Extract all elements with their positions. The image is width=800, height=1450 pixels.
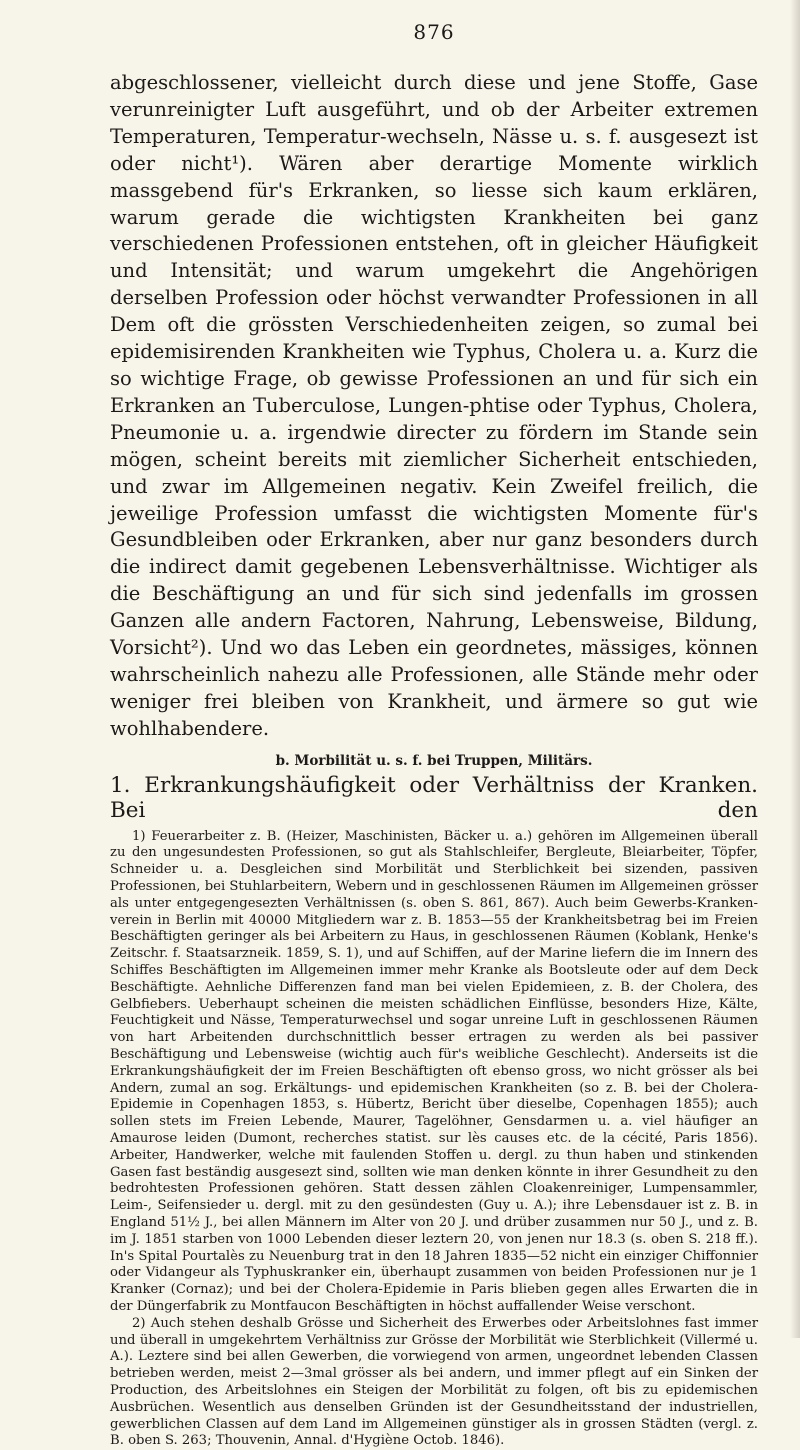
page-edge-shadow <box>790 0 800 1338</box>
footnotes <box>110 829 758 1450</box>
page-number: 876 <box>413 20 455 44</box>
main-paragraph: abgeschlossener, vielleicht durch diese und jene Stoffe, Gase verunreinigter Luft ausgeführt, und ob der Arbeiter extremen Temperaturen, Temperatur-wechseln, Nässe u. s. f. ausgesezt ist oder nicht¹). Wären aber derartige Momente wirklich massgebend für's Erkranken, so liesse sich kaum erklären, warum gerade die wichtigsten Krankheiten bei ganz verschiedenen Professionen entstehen, oft in gleicher Häufigkeit und Intensität; und warum umgekehrt die Angehörigen derselben Profession oder höchst verwandter Professionen in all Dem oft die grössten Verschiedenheiten zeigen, so zumal bei epidemisirenden Krankheiten wie Typhus, Cholera u. a. Kurz die so wichtige Frage, ob gewisse Professionen an und für sich ein Erkranken an Tuberculose, Lungen-phtise oder Typhus, Cholera, Pneumonie u. a. irgendwie directer zu fördern im Stande sein mögen, scheint bereits mit ziemlicher Sicherheit entschieden, und zwar im Allgemeinen negativ. Kein Zweifel freilich, die jeweilige Profession umfasst die wichtigsten Momente für's Gesundbleiben oder Erkranken, aber nur ganz besonders durch die indirect damit gegebenen Lebensverhältnisse. Wichtiger als die Beschäftigung an und für sich sind jedenfalls im grossen Ganzen alle andern Factoren, Nahrung, Lebensweise, Bildung, Vorsicht²). Und wo das Leben ein geordnetes, mässiges, können wahrscheinlich nahezu alle Professionen, alle Stände mehr oder weniger frei bleiben von Krankheit, und ärmere so gut wie wohlhabendere. <box>110 71 758 740</box>
footnote-2: 2) Auch stehen deshalb Grösse und Sicherheit des Erwerbes oder Arbeitslohnes fast immer und überall in umgekehrtem Verhältniss zur Grösse der Morbilität wie Sterblichkeit (Villermé u. A.). Leztere sind bei allen Gewerben, die vorwiegend von armen, ungeordnet lebenden Classen betrieben werden, meist 2—3mal grösser als bei andern, und immer pflegt auf ein Sinken der Production, des Arbeitslohnes ein Steigen der Morbilität zu folgen, oft bis zu epidemischen Ausbrüchen. Wesentlich aus denselben Gründen ist der Gesundheitsstand der industriellen, gewerblichen Classen auf dem Land im Allgemeinen günstiger als in grossen Städten (vergl. z. B. oben S. 263; Thouvenin, Annal. d'Hygiène Octob. 1846). <box>110 1315 758 1449</box>
section-label: b. Morbilität u. s. f. bei Truppen, Militärs. <box>275 752 593 769</box>
footnote-1: 1) Feuerarbeiter z. B. (Heizer, Maschinisten, Bäcker u. a.) gehören im Allgemeinen überall zu den ungesundesten Professionen, so gut als Stahlschleifer, Bergleute, Bleiarbeiter, Töpfer, Schneider u. a. Desgleichen sind Morbilität und Sterblichkeit bei sizenden, passiven Professionen, bei Stuhlarbeitern, Webern und in geschlossenen Räumen im Allgemeinen grösser als unter entgegengesezten Verhältnissen (s. oben S. 861, 867). Auch beim Gewerbs-Kranken-verein in Berlin mit 40000 Mitgliedern war z. B. 1853—55 der Krankheitsbetrag bei im Freien Beschäftigten geringer als bei Arbeitern zu Haus, in geschlossenen Räumen (Koblank, Henke's Zeitschr. f. Staatsarzneik. 1859, S. 1), und auf Schiffen, auf der Marine liefern die im Innern des Schiffes Beschäftigten im Allgemeinen immer mehr Kranke als Bootsleute oder auf dem Deck Beschäftigte. Aehnliche Differenzen fand man bei vielen Epidemieen, z. B. der Cholera, des Gelbfiebers. Ueberhaupt scheinen die meisten schädlichen Einflüsse, besonders Hize, Kälte, Feuchtigkeit und Nässe, Temperaturwechsel und sogar unreine Luft in geschlossenen Räumen von hart Arbeitenden durchschnittlich besser ertragen zu werden als bei passiver Beschäftigung und Lebensweise (wichtig auch für's weibliche Geschlecht). Anderseits ist die Erkrankungshäufigkeit der im Freien Beschäftigten oft ebenso gross, wo nicht grösser als bei Andern, zumal an sog. Erkältungs- und epidemischen Krankheiten (so z. B. bei der Cholera-Epidemie in Copenhagen 1853, s. Hübertz, Bericht über dieselbe, Copenhagen 1855); auch sollen stets im Freien Lebende, Maurer, Tagelöhner, Gensdarmen u. a. viel häufiger an Amaurose leiden (Dumont, recherches statist. sur lès causes etc. de la cécité, Paris 1856). Arbeiter, Handwerker, welche mit faulenden Stoffen u. dergl. zu thun haben und stinkenden Gasen fast beständig ausgesezt sind, sollten wie man denken könnte in ihrer Gesundheit zu den bedrohtesten Professionen gehören. Statt dessen zählen Cloakenreiniger, Lumpensammler, Leim-, Seifensieder u. dergl. mit zu den gesündesten (Guy u. A.); ihre Lebensdauer ist z. B. in England 51½ J., bei allen Männern im Alter von 20 J. und drüber zusammen nur 50 J., und z. B. im J. 1851 starben von 1000 Lebenden dieser leztern 20, von jenen nur 18.3 (s. oben S. 218 ff.). In's Spital Pourtalès zu Neuenburg trat in den 18 Jahren 1835—52 nicht ein einziger Chiffonnier oder Vidangeur als Typhuskranker ein, überhaupt zusammen von beiden Professionen nur je 1 Kranker (Cornaz); und bei der Cholera-Epidemie in Paris blieben gegen alles Erwarten die in der Düngerfabrik zu Montfaucon Beschäftigten in höchst auffallender Weise verschont. <box>110 828 758 1314</box>
section-heading: 1. Erkrankungshäufigkeit oder Verhältniss der Kranken. Bei den <box>110 772 758 823</box>
